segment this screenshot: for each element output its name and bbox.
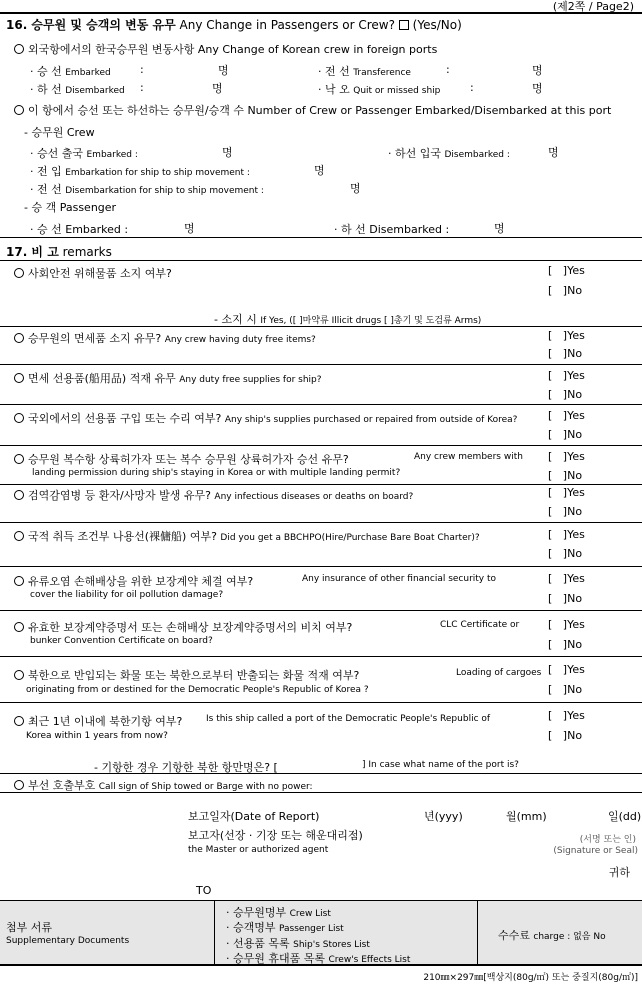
q6-en: Any infectious diseases or deaths on board? — [214, 492, 414, 502]
to-label: TO — [196, 884, 212, 897]
s16-korean-crew-text: 외국항에서의 한국승무원 변동사항 Any Change of Korean crew in foreign ports — [28, 43, 438, 56]
q11-no-bracket: [ — [548, 729, 553, 742]
q4-rule — [0, 445, 642, 446]
q8-no-bracket: [ — [548, 592, 553, 605]
circle-bullet-icon — [14, 490, 24, 500]
s16-title-ko: 16. 승무원 및 승객의 변동 유무 — [6, 18, 176, 32]
q8-en2: cover the liability for oil pollution damage? — [30, 590, 224, 600]
q2-no-label: ]No — [562, 347, 583, 360]
q12-rule — [0, 792, 642, 793]
q7-ko: 국적 취득 조건부 나용선(裸傭船) 여부? — [28, 530, 217, 543]
q9-rule — [0, 656, 642, 657]
s16-quit-colon: : — [470, 81, 474, 94]
q3-rule — [0, 404, 642, 405]
q5-no-label: ]No — [562, 469, 583, 482]
q11-sub-en: ] In case what name of the port is? — [362, 760, 519, 770]
s16-title — [6, 16, 462, 33]
q5-yes[interactable] — [548, 450, 585, 463]
q6-yes-label: ]Yes — [562, 486, 585, 499]
q3-yes[interactable] — [548, 369, 585, 382]
signature-en: (Signature or Seal) — [553, 846, 638, 856]
s16-number-crew — [14, 102, 611, 118]
q6-no-label: ]No — [562, 505, 583, 518]
q12-question — [14, 777, 313, 793]
q3-yes-bracket: [ — [548, 369, 553, 382]
q4-yes[interactable] — [548, 409, 585, 422]
q5-rule — [0, 484, 642, 485]
q10-no-label: ]No — [562, 683, 583, 696]
q7-yes-bracket: [ — [548, 528, 553, 541]
s16-disembarked-ko: · 하 선 — [30, 83, 62, 96]
q2-yes[interactable] — [548, 329, 585, 342]
circle-bullet-icon — [14, 105, 24, 115]
q9-yes[interactable] — [548, 618, 585, 631]
q11-yes[interactable] — [548, 709, 585, 722]
q8-ko: 유류오염 손해배상을 위한 보장계약 체결 여부? — [28, 575, 254, 588]
q10-question — [14, 667, 359, 683]
s16-pass-embark-unit: 명 — [184, 222, 195, 235]
s16-crew-disembark-unit: 명 — [548, 146, 559, 159]
q6-no[interactable] — [548, 505, 582, 518]
fee — [498, 927, 606, 943]
attach-item-crew-ko: · 승무원명부 — [226, 906, 287, 919]
q5-yes-bracket: [ — [548, 450, 553, 463]
attach-item-crew-en: Crew List — [289, 909, 331, 919]
q11-yes-bracket: [ — [548, 709, 553, 722]
q7-no-label: ]No — [562, 547, 583, 560]
q11-no[interactable] — [548, 729, 582, 742]
q8-yes-bracket: [ — [548, 572, 553, 585]
s16-quit-unit: 명 — [532, 82, 543, 95]
s16-transference-ko: · 전 선 — [318, 65, 350, 78]
s16-embarked-ko: · 승 선 — [30, 65, 62, 78]
s16-title-en: Any Change in Passengers or Crew? — [179, 18, 395, 32]
q12-en: Call sign of Ship towed or Barge with no power: — [98, 782, 313, 792]
q10-yes[interactable] — [548, 663, 585, 676]
attach-item-effects-en: Crew's Effects List — [328, 955, 411, 965]
q6-no-bracket: [ — [548, 505, 553, 518]
q9-ko: 유효한 보장계약증명서 또는 손해배상 보장계약증명서의 비치 여부? — [28, 621, 353, 634]
circle-bullet-icon — [14, 333, 24, 343]
q8-yes-label: ]Yes — [562, 572, 585, 585]
q3-ko: 면세 선용품(船用品) 적재 유무 — [28, 372, 176, 385]
s16-quit-ko: · 낙 오 — [318, 83, 350, 96]
q1-sub-en: If Yes, ([ ]마약류 Illicit drugs [ ]총기 및 도검류 Arms) — [260, 316, 482, 326]
q6-ko: 검역감염병 등 환자/사망자 발생 유무? — [28, 489, 211, 502]
q10-yes-label: ]Yes — [562, 663, 585, 676]
q10-en1: Loading of cargoes — [456, 668, 542, 678]
circle-bullet-icon — [14, 780, 24, 790]
circle-bullet-icon — [14, 413, 24, 423]
q9-no[interactable] — [548, 638, 582, 651]
q8-yes[interactable] — [548, 572, 585, 585]
s17-title-ko: 17. 비 고 — [6, 245, 59, 259]
q1-yes[interactable] — [548, 264, 585, 277]
footer-paper-spec: 210㎜×297㎜[백상지(80g/㎡) 또는 중질지(80g/㎡)] — [423, 973, 638, 983]
q5-en2: landing permission during ship's staying in Korea or with multiple landing permit? — [32, 468, 401, 478]
attach-item-passenger-en: Passenger List — [279, 924, 344, 934]
s16-embarked-en: Embarked — [65, 68, 111, 78]
q2-question — [14, 330, 316, 346]
q7-yes[interactable] — [548, 528, 585, 541]
fee-en: charge : 없음 No — [533, 932, 606, 942]
q1-rule — [0, 326, 642, 327]
q3-no-bracket: [ — [548, 388, 553, 401]
q1-no-label: ]No — [562, 284, 583, 297]
q5-yes-label: ]Yes — [562, 450, 585, 463]
q4-yes-bracket: [ — [548, 409, 553, 422]
circle-bullet-icon — [14, 716, 24, 726]
s16-transference-en: Transference — [353, 68, 411, 78]
q8-no[interactable] — [548, 592, 582, 605]
q8-en1: Any insurance of other financial security to — [302, 574, 497, 584]
q7-no[interactable] — [548, 547, 582, 560]
q1-no-bracket: [ — [548, 284, 553, 297]
q1-yes-bracket: [ — [548, 264, 553, 277]
s16-korean-crew — [14, 41, 437, 57]
reporter-en: the Master or authorized agent — [188, 845, 329, 855]
s16-crew-disembark-ko: · 하선 입국 — [388, 147, 441, 160]
s16-embarked — [30, 63, 111, 79]
s16-bottom-rule — [0, 237, 642, 238]
s16-pass-disembark: · 하 선 Disembarked : — [334, 223, 450, 236]
s16-checkbox[interactable] — [399, 20, 409, 30]
attach-item-crew — [226, 904, 331, 920]
q4-no-label: ]No — [562, 428, 583, 441]
q2-en: Any crew having duty free items? — [164, 335, 316, 345]
s16-passenger-header: - 승 객 Passenger — [24, 201, 117, 214]
s16-embarked-unit: 명 — [218, 64, 229, 77]
q3-no-label: ]No — [562, 388, 583, 401]
s16-s2s-embark — [30, 163, 250, 179]
q6-yes-bracket: [ — [548, 486, 553, 499]
circle-bullet-icon — [14, 44, 24, 54]
attach-item-effects-ko: · 승무원 휴대품 목록 — [226, 952, 325, 965]
circle-bullet-icon — [14, 576, 24, 586]
attach-label-ko: 첨부 서류 — [6, 921, 53, 934]
s16-crew-disembark — [388, 145, 510, 161]
s16-disembarked-en: Disembarked — [65, 86, 125, 96]
s16-crew-embark-ko: · 승선 출국 — [30, 147, 83, 160]
q7-en: Did you get a BBCHPO(Hire/Purchase Bare Boat Charter)? — [220, 533, 480, 543]
attach-divider-right — [477, 901, 478, 964]
q4-question — [14, 410, 517, 426]
s16-pass-embark: · 승 선 Embarked : — [30, 223, 129, 236]
q2-ko: 승무원의 면세품 소지 유무? — [28, 332, 162, 345]
q8-rule — [0, 610, 642, 611]
q4-no-bracket: [ — [548, 428, 553, 441]
s17-title — [6, 243, 112, 260]
report-year: 년(yyy) — [424, 810, 463, 823]
q3-no[interactable] — [548, 388, 582, 401]
s16-crew-disembark-en: Disembarked : — [444, 150, 510, 160]
attach-item-stores — [226, 935, 370, 951]
q1-sub — [214, 311, 481, 327]
q4-en: Any ship's supplies purchased or repaired from outside of Korea? — [224, 415, 518, 425]
s16-transference — [318, 63, 411, 79]
circle-bullet-icon — [14, 373, 24, 383]
report-month: 월(mm) — [506, 810, 547, 823]
q10-ko: 북한으로 반입되는 화물 또는 북한으로부터 반출되는 화물 적재 여부? — [28, 669, 360, 682]
q9-no-label: ]No — [562, 638, 583, 651]
s16-s2s-disembark-ko: · 전 선 — [30, 183, 62, 196]
q1-sub-ko: - 소지 시 — [214, 313, 257, 326]
q12-ko: 부선 호출부호 — [28, 779, 96, 792]
s16-s2s-embark-ko: · 전 입 — [30, 165, 62, 178]
s16-crew-embark-unit: 명 — [222, 146, 233, 159]
q5-en1: Any crew members with — [414, 452, 523, 462]
addressee: 귀하 — [608, 866, 630, 879]
s16-yn: (Yes/No) — [412, 18, 462, 32]
q5-no-bracket: [ — [548, 469, 553, 482]
q1-yes-label: ]Yes — [562, 264, 585, 277]
s16-embarked-colon: : — [140, 63, 144, 76]
s16-crew-header: - 승무원 Crew — [24, 126, 95, 139]
s16-crew-embark-en: Embarked : — [86, 150, 138, 160]
s16-disembarked — [30, 81, 125, 97]
q11-question — [14, 713, 182, 729]
q4-ko: 국외에서의 선용품 구입 또는 수리 여부? — [28, 412, 222, 425]
circle-bullet-icon — [14, 454, 24, 464]
s16-s2s-disembark — [30, 181, 264, 197]
q3-question — [14, 370, 322, 386]
q2-no[interactable] — [548, 347, 582, 360]
q5-no[interactable] — [548, 469, 582, 482]
q9-en1: CLC Certificate or — [440, 620, 520, 630]
attach-item-stores-en: Ship's Stores List — [293, 940, 370, 950]
q11-en2: Korea within 1 years from now? — [26, 731, 168, 741]
report-day: 일(dd) — [608, 810, 642, 823]
q7-rule — [0, 566, 642, 567]
q11-en1: Is this ship called a port of the Democratic People's Republic of — [206, 714, 491, 724]
q8-no-label: ]No — [562, 592, 583, 605]
q5-ko: 승무원 복수항 상륙허가자 또는 복수 승무원 상륙허가자 승선 유무? — [28, 453, 349, 466]
attach-item-stores-ko: · 선용품 목록 — [226, 937, 290, 950]
q2-no-bracket: [ — [548, 347, 553, 360]
s16-quit-en: Quit or missed ship — [353, 86, 441, 96]
q11-ko: 최근 1년 이내에 북한기항 여부? — [28, 715, 183, 728]
attach-item-passenger — [226, 919, 344, 935]
q9-no-bracket: [ — [548, 638, 553, 651]
q9-en2: bunker Convention Certificate on board? — [30, 636, 213, 646]
q2-rule — [0, 364, 642, 365]
q4-no[interactable] — [548, 428, 582, 441]
s16-pass-disembark-unit: 명 — [494, 222, 505, 235]
q11-no-label: ]No — [562, 729, 583, 742]
q1-no[interactable] — [548, 284, 582, 297]
q3-yes-label: ]Yes — [562, 369, 585, 382]
q7-no-bracket: [ — [548, 547, 553, 560]
s16-transference-unit: 명 — [532, 64, 543, 77]
s16-s2s-embark-unit: 명 — [314, 164, 325, 177]
q11-rule — [0, 773, 642, 774]
q1-question — [14, 265, 172, 281]
q6-question — [14, 487, 413, 503]
report-date-label: 보고일자(Date of Report) — [188, 810, 320, 823]
circle-bullet-icon — [14, 531, 24, 541]
attach-label-en: Supplementary Documents — [6, 936, 130, 946]
fee-ko: 수수료 — [498, 929, 530, 942]
q6-rule — [0, 522, 642, 523]
q7-yes-label: ]Yes — [562, 528, 585, 541]
s16-crew-embark — [30, 145, 138, 161]
page-label: (제2쪽 / Page2) — [552, 0, 634, 13]
s17-title-en: remarks — [62, 245, 112, 259]
attach-divider-left — [214, 901, 215, 964]
s16-quit — [318, 81, 440, 97]
attach-bottom-rule — [0, 964, 642, 966]
q10-no-bracket: [ — [548, 683, 553, 696]
s16-transference-colon: : — [446, 63, 450, 76]
q9-yes-bracket: [ — [548, 618, 553, 631]
q2-yes-bracket: [ — [548, 329, 553, 342]
s16-number-crew-text: 이 항에서 승선 또는 하선하는 승무원/승객 수 Number of Crew or Passenger Embarked/Disembarked at this port — [28, 104, 612, 117]
s16-disembarked-colon: : — [140, 81, 144, 94]
s16-s2s-embark-en: Embarkation for ship to ship movement : — [65, 168, 250, 178]
s17-title-rule — [0, 260, 642, 261]
q3-en: Any duty free supplies for ship? — [179, 375, 322, 385]
q10-en2: originating from or destined for the Democratic People's Republic of Korea ? — [26, 685, 369, 695]
q10-no[interactable] — [548, 683, 582, 696]
top-rule — [0, 12, 642, 14]
q11-sub-ko: - 기항한 경우 기항한 북한 항만명은? [ — [94, 761, 278, 774]
q11-yes-label: ]Yes — [562, 709, 585, 722]
q5-question — [14, 451, 349, 467]
q8-question — [14, 573, 253, 589]
circle-bullet-icon — [14, 622, 24, 632]
q9-question — [14, 619, 352, 635]
s16-s2s-disembark-en: Disembarkation for ship to ship movement : — [65, 186, 264, 196]
q9-yes-label: ]Yes — [562, 618, 585, 631]
s16-disembarked-unit: 명 — [212, 82, 223, 95]
q10-rule — [0, 702, 642, 703]
q2-yes-label: ]Yes — [562, 329, 585, 342]
q6-yes[interactable] — [548, 486, 585, 499]
circle-bullet-icon — [14, 670, 24, 680]
attach-item-passenger-ko: · 승객명부 — [226, 921, 276, 934]
s16-s2s-disembark-unit: 명 — [350, 182, 361, 195]
circle-bullet-icon — [14, 268, 24, 278]
reporter-ko: 보고자(선장 · 기장 또는 해운대리점) — [188, 829, 363, 842]
signature-ko: (서명 또는 인) — [579, 835, 636, 845]
q10-yes-bracket: [ — [548, 663, 553, 676]
q4-yes-label: ]Yes — [562, 409, 585, 422]
q1-text: 사회안전 위해물품 소지 여부? — [28, 267, 172, 280]
q7-question — [14, 528, 480, 544]
